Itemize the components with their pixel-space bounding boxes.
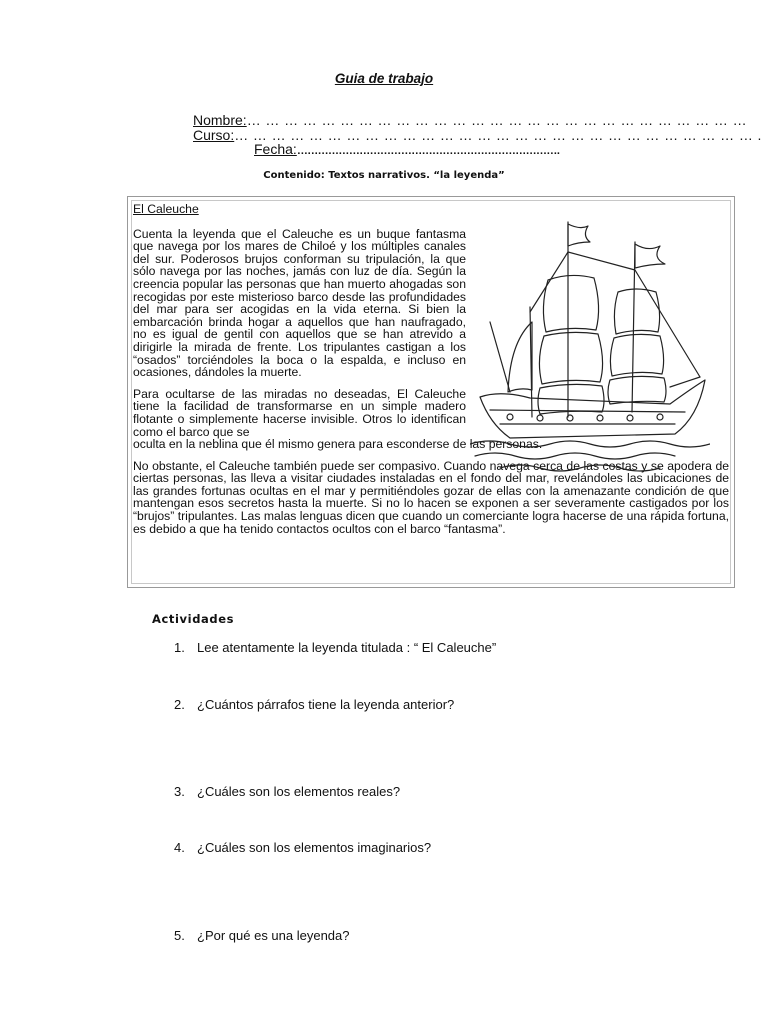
question-text: ¿Cuáles son los elementos imaginarios? (197, 840, 432, 855)
question-number: 1. (174, 640, 185, 655)
question-2 (174, 697, 454, 712)
question-3 (174, 784, 400, 799)
question-number: 4. (174, 840, 185, 855)
story-paragraph-2a: Para ocultarse de las miradas no deseadas, El Caleuche tiene la facilidad de transformarse en un simple madero flotante o simplemente hacerse invisible. Otros lo identifican como el barco que se (133, 386, 466, 439)
question-number: 2. (174, 697, 185, 712)
question-text: ¿Cuántos párrafos tiene la leyenda anterior? (197, 697, 455, 712)
question-text: ¿Por qué es una leyenda? (197, 928, 350, 943)
hull-icon (480, 380, 705, 438)
question-number: 5. (174, 928, 185, 943)
actividades-title: Actividades (152, 612, 235, 626)
story-paragraph-1: Cuenta la leyenda que el Caleuche es un buque fantasma que navega por los mares de Chiloé y los múltiples canales del sur. Poderosos brujos conforman su tripulación, la que sólo navega por las noches, jamás con luz de día. Según la creencia popular las personas que han muerto ahogadas son recogidas por este misterioso barco desde las profundidades del mar para ser acogidas en la vida eterna. Si bien la embarcación brinda hogar a aquellos que han naufragado, no es igual de gentil con aquellos que se han atrevido a dirigirle la mirada de frente. Los tripulantes castigan a los “osados” torciéndoles la boca o la espalda, e incluso en ocasiones, dándoles la muerte. (133, 226, 466, 380)
curso-label: Curso: (193, 127, 235, 143)
fecha-dots: …………………………………………………………………. (296, 145, 560, 157)
question-number: 3. (174, 784, 185, 799)
fecha-label: Fecha: (254, 141, 297, 157)
question-text: Lee atentamente la leyenda titulada : “ El Caleuche” (197, 640, 497, 655)
curso-dots: … … … … … … … … … … … … … … … … … … … … … … … … … … … … . (234, 127, 762, 143)
story-heading: El Caleuche (133, 202, 199, 216)
story-paragraph-3: No obstante, el Caleuche también puede ser compasivo. Cuando navega cerca de las costas y se apodera de ciertas personas, las lleva a visitar ciudades instaladas en el fondo del mar, revelándoles las ubicaciones de las grandes fortunas ocultas en el mar y permitiéndoles gozar de ellas con la amenazante condición de que mantengan esos secretos hasta la muerte. Si no lo hacen se exponen a ser severamente castigados por los “brujos” tripulantes. Las malas lenguas dicen que cuando un comerciante logra hacerse de una rápida fortuna, es debido a que ha tenido contactos ocultos con el barco “fantasma”. (133, 458, 729, 536)
nombre-field[interactable] (193, 112, 747, 128)
question-4 (174, 840, 431, 855)
fecha-field[interactable] (254, 141, 559, 157)
question-1 (174, 640, 496, 655)
story-paragraph-2b: oculta en la neblina que él mismo genera para esconderse de las personas. (133, 437, 543, 452)
nombre-dots: … … … … … … … … … … … … … … … … … … … … … … … … … … … (246, 112, 748, 128)
question-5 (174, 928, 350, 943)
question-text: ¿Cuáles son los elementos reales? (197, 784, 401, 799)
ship-illustration (470, 212, 710, 474)
page-title: Guia de trabajo (334, 71, 434, 86)
nombre-label: Nombre: (193, 112, 247, 128)
contenido-line: Contenido: Textos narrativos. “la leyenda” (263, 170, 505, 181)
